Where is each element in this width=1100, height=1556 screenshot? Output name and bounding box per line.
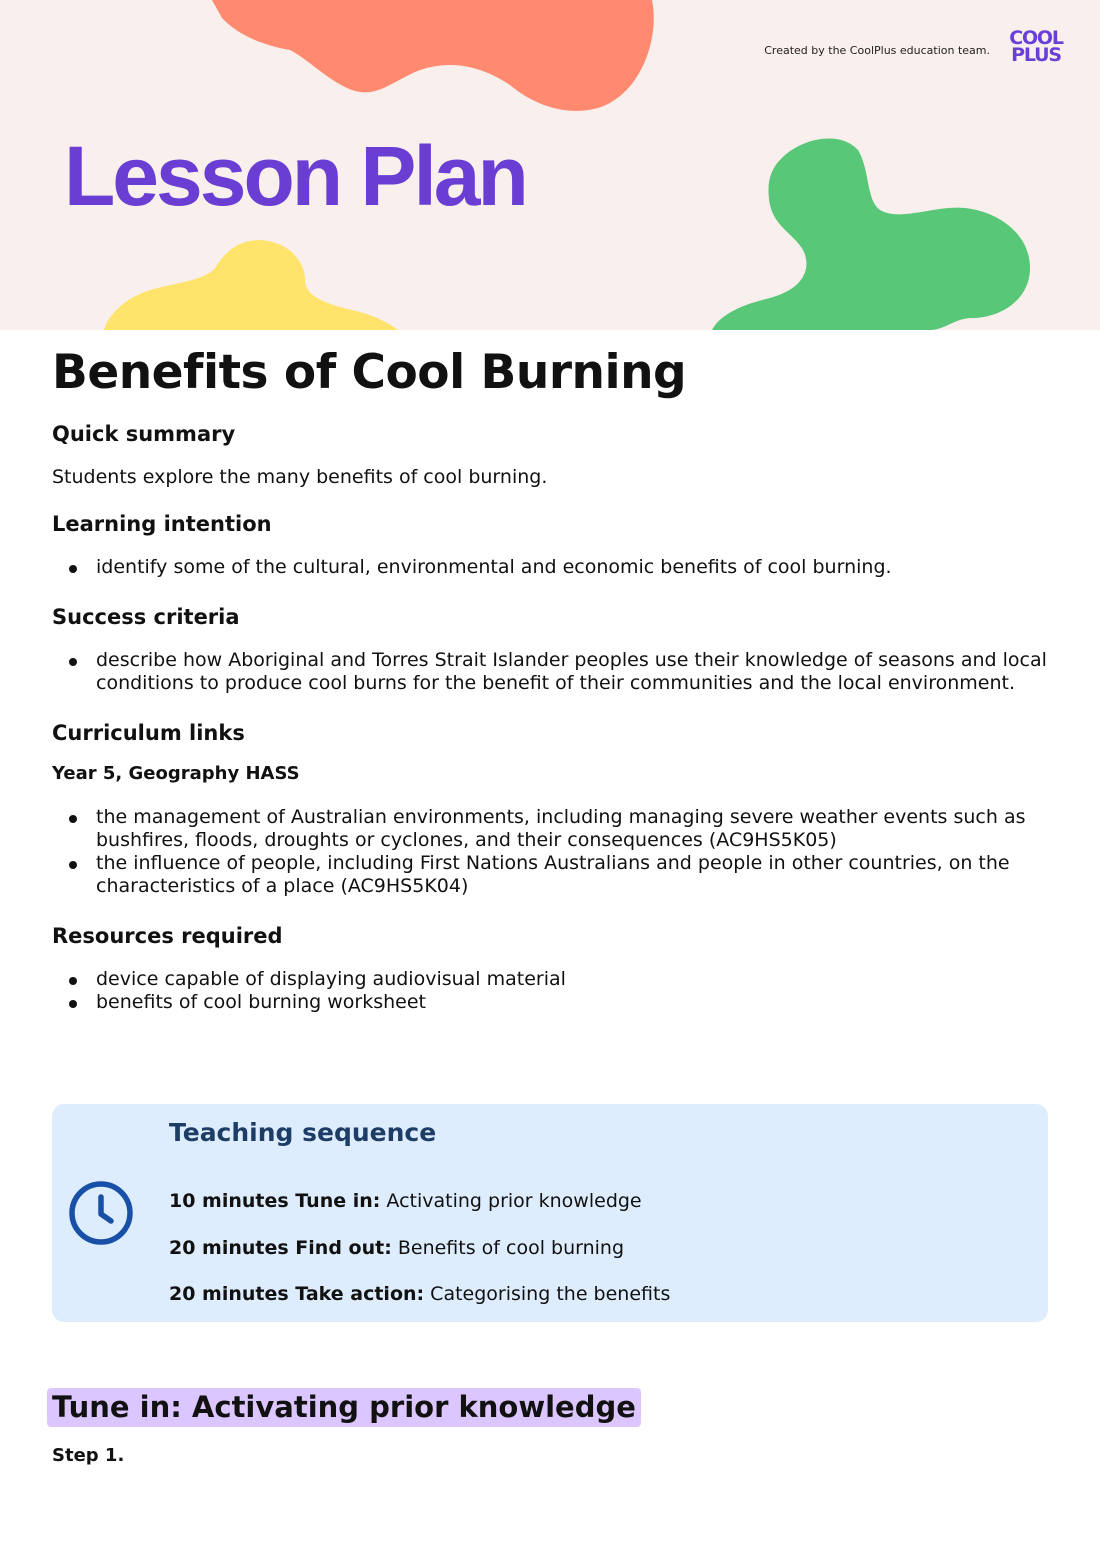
tune-in-heading: Tune in: Activating prior knowledge xyxy=(47,1388,641,1427)
credit-text: Created by the CoolPlus education team. xyxy=(764,44,990,57)
list-item: benefits of cool burning worksheet xyxy=(52,991,1052,1014)
sequence-row xyxy=(169,1237,624,1259)
coral-blob xyxy=(212,0,654,111)
logo-line-2: PLUS xyxy=(1011,44,1061,66)
quick-summary-heading: Quick summary xyxy=(52,422,236,446)
curriculum-subheading: Year 5, Geography HASS xyxy=(52,763,300,784)
learning-intention-heading: Learning intention xyxy=(52,512,272,536)
sequence-row xyxy=(169,1190,642,1212)
banner-title: Lesson Plan xyxy=(64,129,526,223)
resources-list xyxy=(52,968,1052,1014)
list-item: device capable of displaying audiovisual material xyxy=(52,968,1052,991)
list-item: the management of Australian environments, including managing severe weather events such as bushfires, floods, droughts or cyclones, and their consequences (AC9HS5K05) xyxy=(52,806,1052,852)
success-criteria-heading: Success criteria xyxy=(52,605,240,629)
sequence-duration: 20 minutes Find out: xyxy=(169,1237,392,1259)
list-item: identify some of the cultural, environmental and economic benefits of cool burning. xyxy=(52,556,1052,579)
page-title: Benefits of Cool Burning xyxy=(52,345,687,400)
clock-icon xyxy=(68,1180,134,1246)
sequence-activity: Benefits of cool burning xyxy=(391,1237,625,1259)
green-blob xyxy=(712,139,1030,330)
document-body xyxy=(52,345,1052,1040)
sequence-duration: 20 minutes Take action: xyxy=(169,1283,425,1305)
sequence-activity: Activating prior knowledge xyxy=(380,1190,642,1212)
yellow-blob xyxy=(104,240,398,330)
sequence-activity: Categorising the benefits xyxy=(424,1283,671,1305)
curriculum-links-heading: Curriculum links xyxy=(52,721,245,745)
resources-heading: Resources required xyxy=(52,924,283,948)
learning-intention-list xyxy=(52,556,1052,579)
teaching-sequence-title: Teaching sequence xyxy=(169,1118,437,1147)
sequence-duration: 10 minutes Tune in: xyxy=(169,1190,381,1212)
list-item: describe how Aboriginal and Torres Strait Islander peoples use their knowledge of seasons and local conditions to produce cool burns for the benefit of their communities and the local environment. xyxy=(52,649,1052,695)
success-criteria-list xyxy=(52,649,1052,695)
teaching-sequence-box xyxy=(52,1104,1048,1322)
sequence-row xyxy=(169,1283,670,1305)
logo-line-1: COOL xyxy=(1009,27,1063,49)
curriculum-list xyxy=(52,806,1052,898)
quick-summary-text: Students explore the many benefits of cool burning. xyxy=(52,466,548,488)
coolplus-logo xyxy=(1003,27,1069,66)
list-item: the influence of people, including First Nations Australians and people in other countries, on the characteristics of a place (AC9HS5K04) xyxy=(52,852,1052,898)
step-label: Step 1. xyxy=(52,1445,125,1466)
header-banner xyxy=(0,0,1100,330)
